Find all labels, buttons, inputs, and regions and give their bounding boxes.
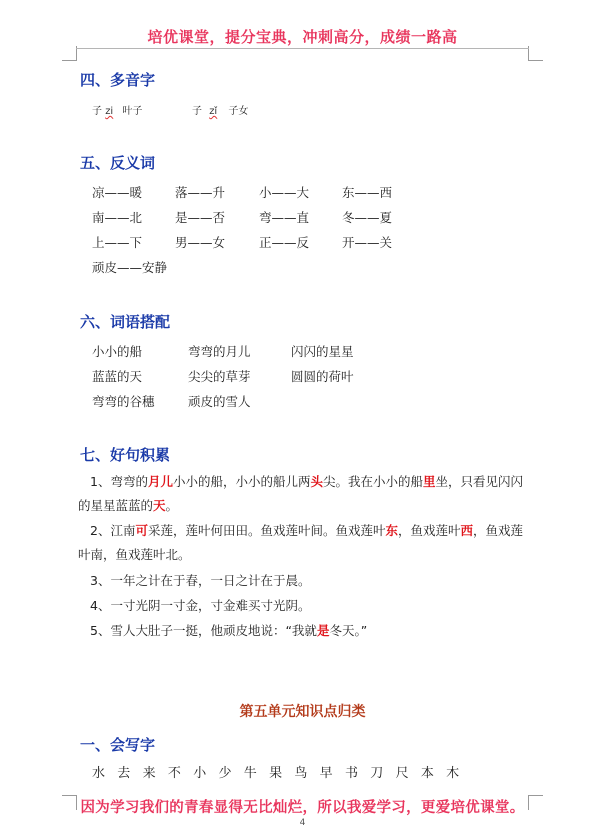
antonym-pair: 弯——直: [259, 210, 310, 225]
sentence-4: 4、一寸光阴一寸金，寸金难买寸光阴。: [90, 598, 311, 613]
section-title-polyphone: 四、多音字: [80, 71, 156, 89]
header-banner: 培优课堂，提分宝典，冲刺高分，成绩一路高: [147, 28, 458, 46]
highlight-word: 西: [460, 523, 474, 538]
footer-banner: 因为学习我们的青春显得无比灿烂，所以我爱学习，更爱培优课堂。: [80, 799, 525, 816]
section-title-write: 一、会写字: [80, 736, 156, 754]
page-number: 4: [299, 818, 306, 828]
writing-char: 不: [167, 766, 181, 781]
antonym-row: [92, 233, 532, 253]
sentence-text: 5、雪人大肚子一挺，他顽皮地说：“我就: [90, 623, 317, 638]
writing-char: 本: [420, 766, 434, 781]
collocation-phrase: 蓝蓝的天: [92, 369, 143, 384]
collocation-phrase: 闪闪的星星: [291, 344, 354, 359]
polyphone-char: 子: [92, 106, 102, 117]
antonym-row: [92, 183, 532, 203]
highlight-word: 头: [310, 474, 323, 489]
antonym-row: [92, 258, 532, 278]
highlight-word: 里: [423, 474, 436, 489]
writing-char: 木: [446, 766, 460, 781]
antonym-pair: 正——反: [259, 235, 310, 250]
sentence-text: 坐，只看见闪闪的星星蓝蓝的: [78, 474, 524, 513]
sentence-text: 采莲，莲叶何田田。鱼戏莲叶间。鱼戏莲叶: [147, 523, 386, 538]
sentence-text: ，鱼戏莲叶: [398, 523, 461, 538]
writing-char: 来: [142, 766, 156, 781]
writing-char: 刀: [370, 766, 384, 781]
sentence-text: 小小的船，小小的船儿两: [172, 474, 311, 489]
crop-mark-top-right: [528, 46, 543, 61]
polyphone-word: 子女: [228, 106, 249, 117]
antonym-pair: 冬——夏: [342, 210, 393, 225]
antonym-pair: 是——否: [175, 210, 226, 225]
antonym-pair: 落——升: [175, 185, 226, 200]
antonym-pair: 上——下: [92, 235, 143, 250]
unit-title: 第五单元知识点归类: [239, 704, 366, 720]
sentence-2: [78, 519, 528, 567]
section-title-collocation: 六、词语搭配: [80, 313, 171, 331]
writing-char: 去: [117, 766, 131, 781]
polyphone-pinyin: zǐ: [209, 106, 218, 117]
sentence-1: [78, 470, 528, 518]
collocation-phrase: 弯弯的月儿: [188, 344, 251, 359]
writing-char: 少: [218, 766, 232, 781]
antonym-row: [92, 208, 532, 228]
antonym-pair: 男——女: [175, 235, 226, 250]
sentence-text: 。: [165, 498, 179, 513]
sentence-text: 1、弯弯的: [90, 474, 148, 489]
collocation-phrase: 顽皮的雪人: [188, 394, 251, 409]
writing-char: 小: [193, 766, 207, 781]
polyphone-word: 叶子: [122, 106, 143, 117]
polyphone-pinyin: zi: [105, 106, 114, 117]
writing-char: 书: [344, 766, 358, 781]
antonym-pair: 顽皮——安静: [92, 260, 168, 275]
sentence-text: 尖。我在小小的船: [323, 474, 424, 489]
antonym-pair: 小——大: [259, 185, 310, 200]
sentence-5: [78, 619, 528, 643]
writing-char: 牛: [243, 766, 257, 781]
antonym-pair: 凉——暖: [92, 185, 143, 200]
writing-char: 水: [92, 766, 106, 781]
highlight-word: 是: [316, 623, 330, 638]
sentence-3: 3、一年之计在于春，一日之计在于晨。: [90, 573, 311, 588]
header-rule: [76, 48, 529, 49]
writing-char: 鸟: [294, 766, 308, 781]
highlight-word: 天: [153, 498, 166, 513]
polyphone-item-1: [92, 102, 142, 117]
polyphone-item-2: [192, 102, 248, 117]
collocation-phrase: 圆圆的荷叶: [291, 369, 354, 384]
collocation-phrase: 尖尖的草芽: [188, 369, 251, 384]
writing-char: 尺: [395, 766, 409, 781]
sentence-text: ，鱼戏莲叶南，鱼戏莲叶北。: [78, 523, 524, 562]
antonym-pair: 开——关: [342, 235, 393, 250]
writing-char: 果: [269, 766, 283, 781]
polyphone-char: 子: [192, 106, 202, 117]
writing-characters: [92, 762, 471, 781]
crop-mark-top-left: [62, 46, 77, 61]
highlight-word: 月儿: [147, 474, 173, 489]
section-title-sentences: 七、好句积累: [80, 446, 171, 464]
collocation-phrase: 弯弯的谷穗: [92, 394, 155, 409]
antonym-pair: 东——西: [342, 185, 393, 200]
highlight-word: 可: [135, 523, 148, 538]
writing-char: 早: [319, 766, 333, 781]
highlight-word: 东: [385, 523, 398, 538]
antonym-pair: 南——北: [92, 210, 143, 225]
section-title-antonyms: 五、反义词: [80, 154, 156, 172]
sentence-text: 冬天。”: [329, 623, 368, 638]
collocation-phrase: 小小的船: [92, 344, 143, 359]
sentence-text: 2、江南: [90, 523, 136, 538]
